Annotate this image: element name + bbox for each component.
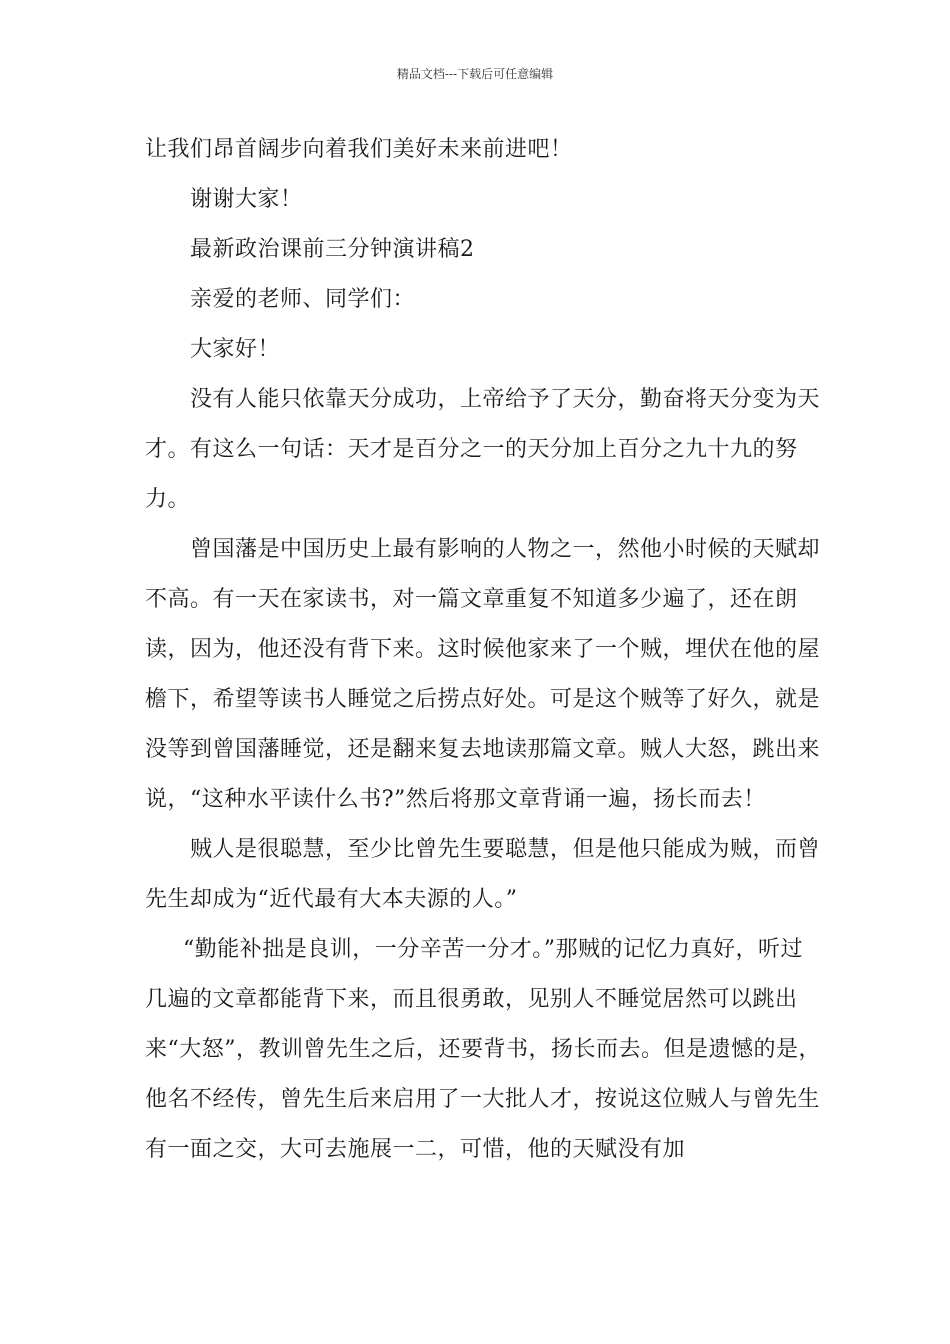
paragraph-diligence-quote: “勤能补拙是良训，一分辛苦一分才。”那贼的记忆力真好，听过几遍的文章都能背下来，而且很勇敢，见别人不睡觉居然可以跳出来“大怒”，教训曾先生之后，还要背书，扬长而去。但是遗憾的是，他名不经传，曾先生后来启用了一大批人才，按说这位贼人与曾先生有一面之交，大可去施展一二，可惜，他的天赋没有加 <box>145 937 821 1162</box>
paragraph-zeng-guofan-story: 曾国藩是中国历史上最有影响的人物之一，然他小时候的天赋却不高。有一天在家读书，对一篇文章重复不知道多少遍了，还在朗读，因为，他还没有背下来。这时候他家来了一个贼，埋伏在他的屋檐下，希望等读书人睡觉之后捞点好处。可是这个贼等了好久，就是没等到曾国藩睡觉，还是翻来复去地读那篇文章。贼人大怒，跳出来说，“这种水平读什么书?”然后将那文章背诵一遍，扬长而去！ <box>145 537 821 812</box>
paragraph-salutation: 亲爱的老师、同学们： <box>190 287 416 312</box>
paragraph-thief-comparison: 贼人是很聪慧，至少比曾先生要聪慧，但是他只能成为贼，而曾先生却成为“近代最有大本夫源的人。” <box>145 837 821 912</box>
paragraph-closing-line: 让我们昂首阔步向着我们美好未来前进吧！ <box>145 137 573 162</box>
speech-title: 最新政治课前三分钟演讲稿2 <box>190 237 475 262</box>
document-body <box>145 125 825 1175</box>
paragraph-talent-intro: 没有人能只依靠天分成功，上帝给予了天分，勤奋将天分变为天才。有这么一句话：天才是百分之一的天分加上百分之九十九的努力。 <box>145 387 821 512</box>
paragraph-greeting: 大家好！ <box>190 337 281 362</box>
page-header: 精品文档---下载后可任意编辑 <box>396 67 554 81</box>
paragraph-thanks: 谢谢大家！ <box>190 187 303 212</box>
